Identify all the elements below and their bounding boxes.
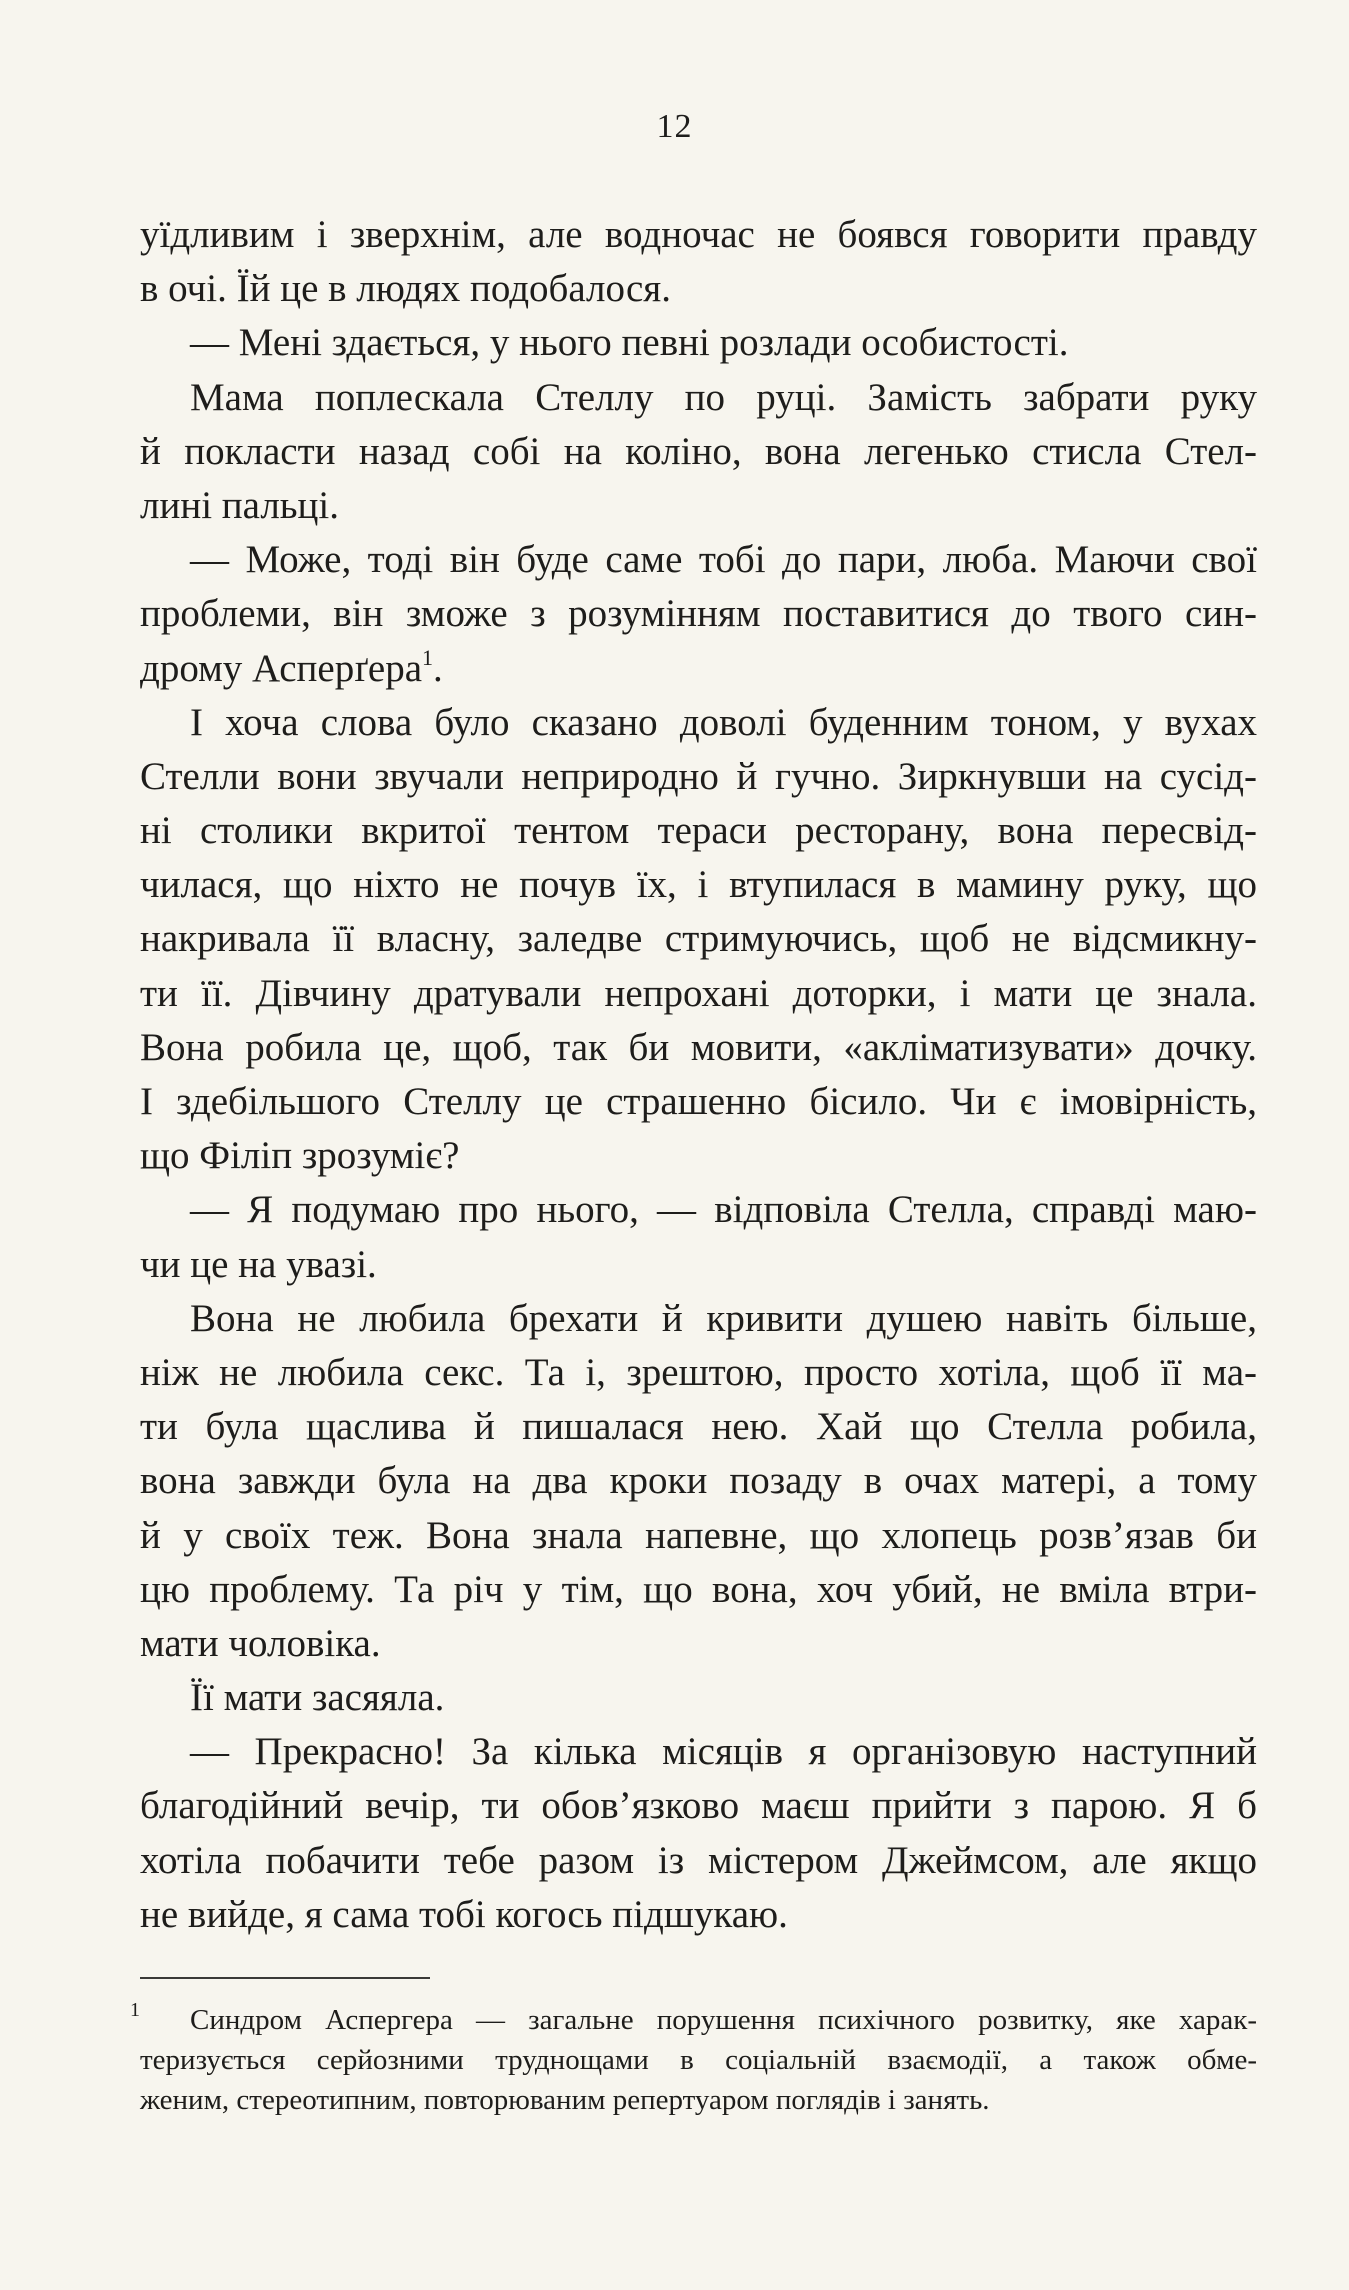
text-line: проблеми, він зможе з розумінням поставитися до твого син- xyxy=(140,592,1257,636)
text-line: І здебільшого Стеллу це страшенно бісило. Чи є імовірність, xyxy=(140,1080,1257,1123)
footnote-line: теризується серйозними труднощами в соціальній взаємодії, а також обме- xyxy=(140,2044,1257,2076)
footnote-line: Синдром Аспергера — загальне порушення психічного розвитку, яке харак- xyxy=(190,2004,1257,2036)
text-line-with-footnote: дрому Асперґера$^1$. xyxy=(140,644,443,690)
text-line: ніж не любила секс. Та і, зрештою, просто хотіла, щоб її ма- xyxy=(140,1350,1257,1394)
text-line: благодійний вечір, ти обов’язково маєш прийти з парою. Я б xyxy=(140,1784,1257,1828)
text-line: не вийде, я сама тобі когось підшукаю. xyxy=(140,1892,788,1936)
text-line: Мама поплескала Стеллу по руці. Замість забрати руку xyxy=(190,375,1257,419)
text-line: — Може, тоді він буде саме тобі до пари, люба. Маючи свої xyxy=(190,538,1257,582)
text-line: мати чоловіка. xyxy=(140,1621,381,1665)
text-line: й у своїх теж. Вона знала напевне, що хлопець розв’язав би xyxy=(140,1513,1257,1557)
footnote-reference: 1 xyxy=(422,644,434,670)
body-text xyxy=(140,208,1257,1942)
text-line: цю проблему. Та річ у тім, що вона, хоч убий, не вміла втри- xyxy=(140,1567,1257,1611)
text-line: Вона робила це, щоб, так би мовити, «акліматизувати» дочку. xyxy=(140,1025,1257,1069)
text-line: Вона не любила брехати й кривити душею навіть більше, xyxy=(190,1296,1257,1340)
text-line-content: дрому Асперґера xyxy=(140,646,423,690)
text-line: — Мені здається, у нього певні розлади особистості. xyxy=(190,321,1069,365)
footnote xyxy=(130,1999,1257,2120)
text-line: Стелли вони звучали неприродно й гучно. Зиркнувши на сусід- xyxy=(140,754,1257,798)
text-line: уїдливим і зверхнім, але водночас не боявся говорити правду xyxy=(140,213,1257,256)
footnote-line: женим, стереотипним, повторюваним репертуаром поглядів і занять. xyxy=(140,2084,990,2116)
text-line: чи це на увазі. xyxy=(140,1242,377,1286)
text-line: й покласти назад собі на коліно, вона легенько стисла Стел- xyxy=(140,429,1257,473)
text-line: ти її. Дівчину дратували непрохані доторки, і мати це знала. xyxy=(140,971,1257,1015)
text-line: що Філіп зрозуміє? xyxy=(140,1134,460,1178)
text-line: в очі. Їй це в людях подобалося. xyxy=(140,267,671,311)
footnote-marker: 1 xyxy=(130,1999,140,2021)
page-number: 12 xyxy=(656,108,693,145)
text-line: хотіла побачити тебе разом із містером Джеймсом, але якщо xyxy=(140,1838,1257,1882)
text-line: лині пальці. xyxy=(140,483,340,527)
text-line: Її мати засяяла. xyxy=(190,1676,445,1720)
text-line: І хоча слова було сказано доволі буденним тоном, у вухах xyxy=(190,700,1257,744)
text-line: — Я подумаю про нього, — відповіла Стелла, справді маю- xyxy=(190,1188,1257,1232)
text-line: вона завжди була на два кроки позаду в очах матері, а тому xyxy=(140,1459,1257,1503)
text-line: ти була щаслива й пишалася нею. Хай що Стелла робила, xyxy=(140,1405,1257,1449)
text-line: чилася, що ніхто не почув їх, і втупилася в мамину руку, що xyxy=(140,863,1257,907)
footnote-divider xyxy=(140,1977,430,1979)
text-line: накривала її власну, заледве стримуючись, щоб не відсмикну- xyxy=(140,917,1257,961)
text-line: ні столики вкритої тентом тераси ресторану, вона пересвід- xyxy=(140,809,1257,853)
text-line: — Прекрасно! За кілька місяців я організовую наступний xyxy=(190,1730,1257,1774)
